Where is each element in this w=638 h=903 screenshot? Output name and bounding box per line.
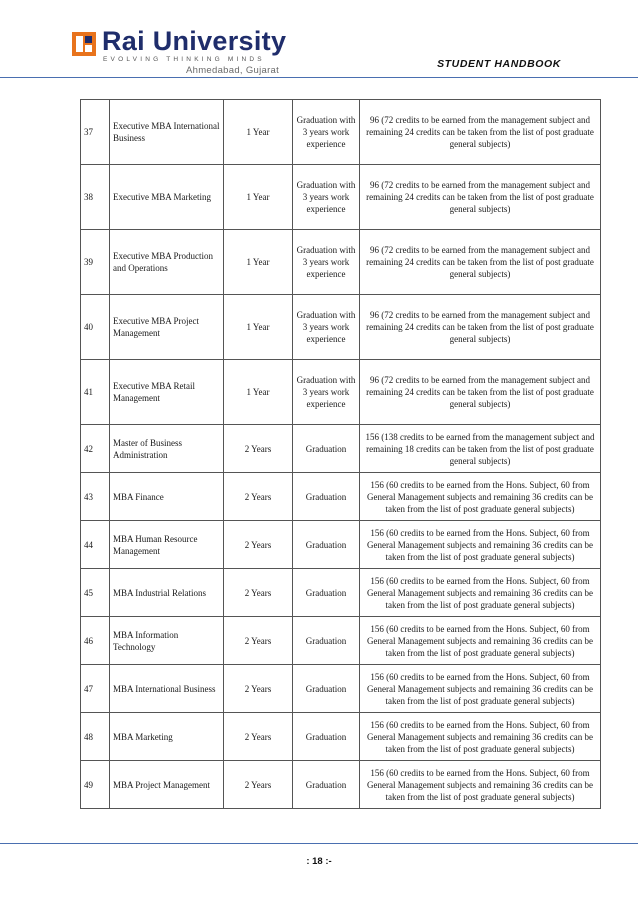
- course-name-cell: Master of Business Administration: [110, 425, 224, 473]
- credits-cell: 96 (72 credits to be earned from the management subject and remaining 24 credits can be taken from the list of post graduate general subjects): [360, 165, 601, 230]
- duration-cell: 2 Years: [224, 617, 293, 665]
- course-name-cell: MBA Human Resource Management: [110, 521, 224, 569]
- duration-cell: 2 Years: [224, 665, 293, 713]
- credits-cell: 96 (72 credits to be earned from the management subject and remaining 24 credits can be taken from the list of post graduate general subjects): [360, 360, 601, 425]
- table-row: [81, 569, 601, 617]
- header-divider: [0, 77, 638, 78]
- duration-cell: 2 Years: [224, 569, 293, 617]
- eligibility-cell: Graduation: [293, 521, 360, 569]
- duration-cell: 2 Years: [224, 425, 293, 473]
- course-name-cell: Executive MBA Retail Management: [110, 360, 224, 425]
- course-number-cell: 39: [81, 230, 110, 295]
- course-number-cell: 42: [81, 425, 110, 473]
- duration-cell: 1 Year: [224, 230, 293, 295]
- course-number-cell: 44: [81, 521, 110, 569]
- eligibility-cell: Graduation: [293, 425, 360, 473]
- course-name-cell: MBA Project Management: [110, 761, 224, 809]
- logo-location: Ahmedabad, Gujarat: [186, 65, 280, 76]
- table-row: [81, 473, 601, 521]
- course-name-cell: MBA International Business: [110, 665, 224, 713]
- table-row: [81, 425, 601, 473]
- credits-cell: 156 (138 credits to be earned from the management subject and remaining 18 credits can be taken from the list of post graduate general subjects): [360, 425, 601, 473]
- page-number: : 18 :-: [306, 856, 332, 867]
- eligibility-cell: Graduation with 3 years work experience: [293, 230, 360, 295]
- credits-cell: 156 (60 credits to be earned from the Hons. Subject, 60 from General Management subjects and remaining 36 credits can be taken from the list of post graduate general subjects): [360, 761, 601, 809]
- duration-cell: 1 Year: [224, 100, 293, 165]
- eligibility-cell: Graduation with 3 years work experience: [293, 295, 360, 360]
- course-number-cell: 37: [81, 100, 110, 165]
- table-row: [81, 165, 601, 230]
- table-row: [81, 100, 601, 165]
- table-row: [81, 360, 601, 425]
- eligibility-cell: Graduation with 3 years work experience: [293, 100, 360, 165]
- course-number-cell: 43: [81, 473, 110, 521]
- course-name-cell: MBA Information Technology: [110, 617, 224, 665]
- table-row: [81, 521, 601, 569]
- document-title: STUDENT HANDBOOK: [437, 58, 561, 70]
- eligibility-cell: Graduation with 3 years work experience: [293, 165, 360, 230]
- duration-cell: 2 Years: [224, 473, 293, 521]
- eligibility-cell: Graduation: [293, 473, 360, 521]
- duration-cell: 2 Years: [224, 761, 293, 809]
- table-row: [81, 230, 601, 295]
- credits-cell: 156 (60 credits to be earned from the Hons. Subject, 60 from General Management subjects and remaining 36 credits can be taken from the list of post graduate general subjects): [360, 521, 601, 569]
- eligibility-cell: Graduation: [293, 569, 360, 617]
- course-number-cell: 40: [81, 295, 110, 360]
- credits-cell: 156 (60 credits to be earned from the Hons. Subject, 60 from General Management subjects and remaining 36 credits can be taken from the list of post graduate general subjects): [360, 665, 601, 713]
- duration-cell: 2 Years: [224, 713, 293, 761]
- course-number-cell: 48: [81, 713, 110, 761]
- credits-cell: 96 (72 credits to be earned from the management subject and remaining 24 credits can be taken from the list of post graduate general subjects): [360, 295, 601, 360]
- duration-cell: 1 Year: [224, 360, 293, 425]
- course-number-cell: 41: [81, 360, 110, 425]
- logo-name: Rai University: [102, 26, 287, 56]
- logo-tagline: EVOLVING THINKING MINDS: [103, 56, 265, 63]
- credits-cell: 156 (60 credits to be earned from the Hons. Subject, 60 from General Management subjects and remaining 36 credits can be taken from the list of post graduate general subjects): [360, 569, 601, 617]
- course-number-cell: 46: [81, 617, 110, 665]
- table-row: [81, 665, 601, 713]
- table-row: [81, 617, 601, 665]
- course-number-cell: 45: [81, 569, 110, 617]
- course-name-cell: Executive MBA Marketing: [110, 165, 224, 230]
- credits-cell: 156 (60 credits to be earned from the Hons. Subject, 60 from General Management subjects and remaining 36 credits can be taken from the list of post graduate general subjects): [360, 473, 601, 521]
- course-number-cell: 49: [81, 761, 110, 809]
- table-row: [81, 761, 601, 809]
- credits-cell: 156 (60 credits to be earned from the Hons. Subject, 60 from General Management subjects and remaining 36 credits can be taken from the list of post graduate general subjects): [360, 617, 601, 665]
- course-name-cell: MBA Finance: [110, 473, 224, 521]
- duration-cell: 1 Year: [224, 295, 293, 360]
- table-row: [81, 713, 601, 761]
- course-name-cell: Executive MBA International Business: [110, 100, 224, 165]
- duration-cell: 1 Year: [224, 165, 293, 230]
- course-name-cell: Executive MBA Project Management: [110, 295, 224, 360]
- table-row: [81, 295, 601, 360]
- eligibility-cell: Graduation: [293, 617, 360, 665]
- credits-cell: 96 (72 credits to be earned from the management subject and remaining 24 credits can be taken from the list of post graduate general subjects): [360, 100, 601, 165]
- course-name-cell: MBA Marketing: [110, 713, 224, 761]
- duration-cell: 2 Years: [224, 521, 293, 569]
- course-table: [80, 99, 601, 809]
- course-number-cell: 47: [81, 665, 110, 713]
- eligibility-cell: Graduation: [293, 761, 360, 809]
- course-name-cell: Executive MBA Production and Operations: [110, 230, 224, 295]
- eligibility-cell: Graduation: [293, 713, 360, 761]
- logo-mark-icon: [72, 30, 96, 56]
- footer-divider: [0, 843, 638, 844]
- university-logo: [72, 26, 302, 76]
- course-number-cell: 38: [81, 165, 110, 230]
- credits-cell: 96 (72 credits to be earned from the management subject and remaining 24 credits can be taken from the list of post graduate general subjects): [360, 230, 601, 295]
- eligibility-cell: Graduation: [293, 665, 360, 713]
- credits-cell: 156 (60 credits to be earned from the Hons. Subject, 60 from General Management subjects and remaining 36 credits can be taken from the list of post graduate general subjects): [360, 713, 601, 761]
- eligibility-cell: Graduation with 3 years work experience: [293, 360, 360, 425]
- course-name-cell: MBA Industrial Relations: [110, 569, 224, 617]
